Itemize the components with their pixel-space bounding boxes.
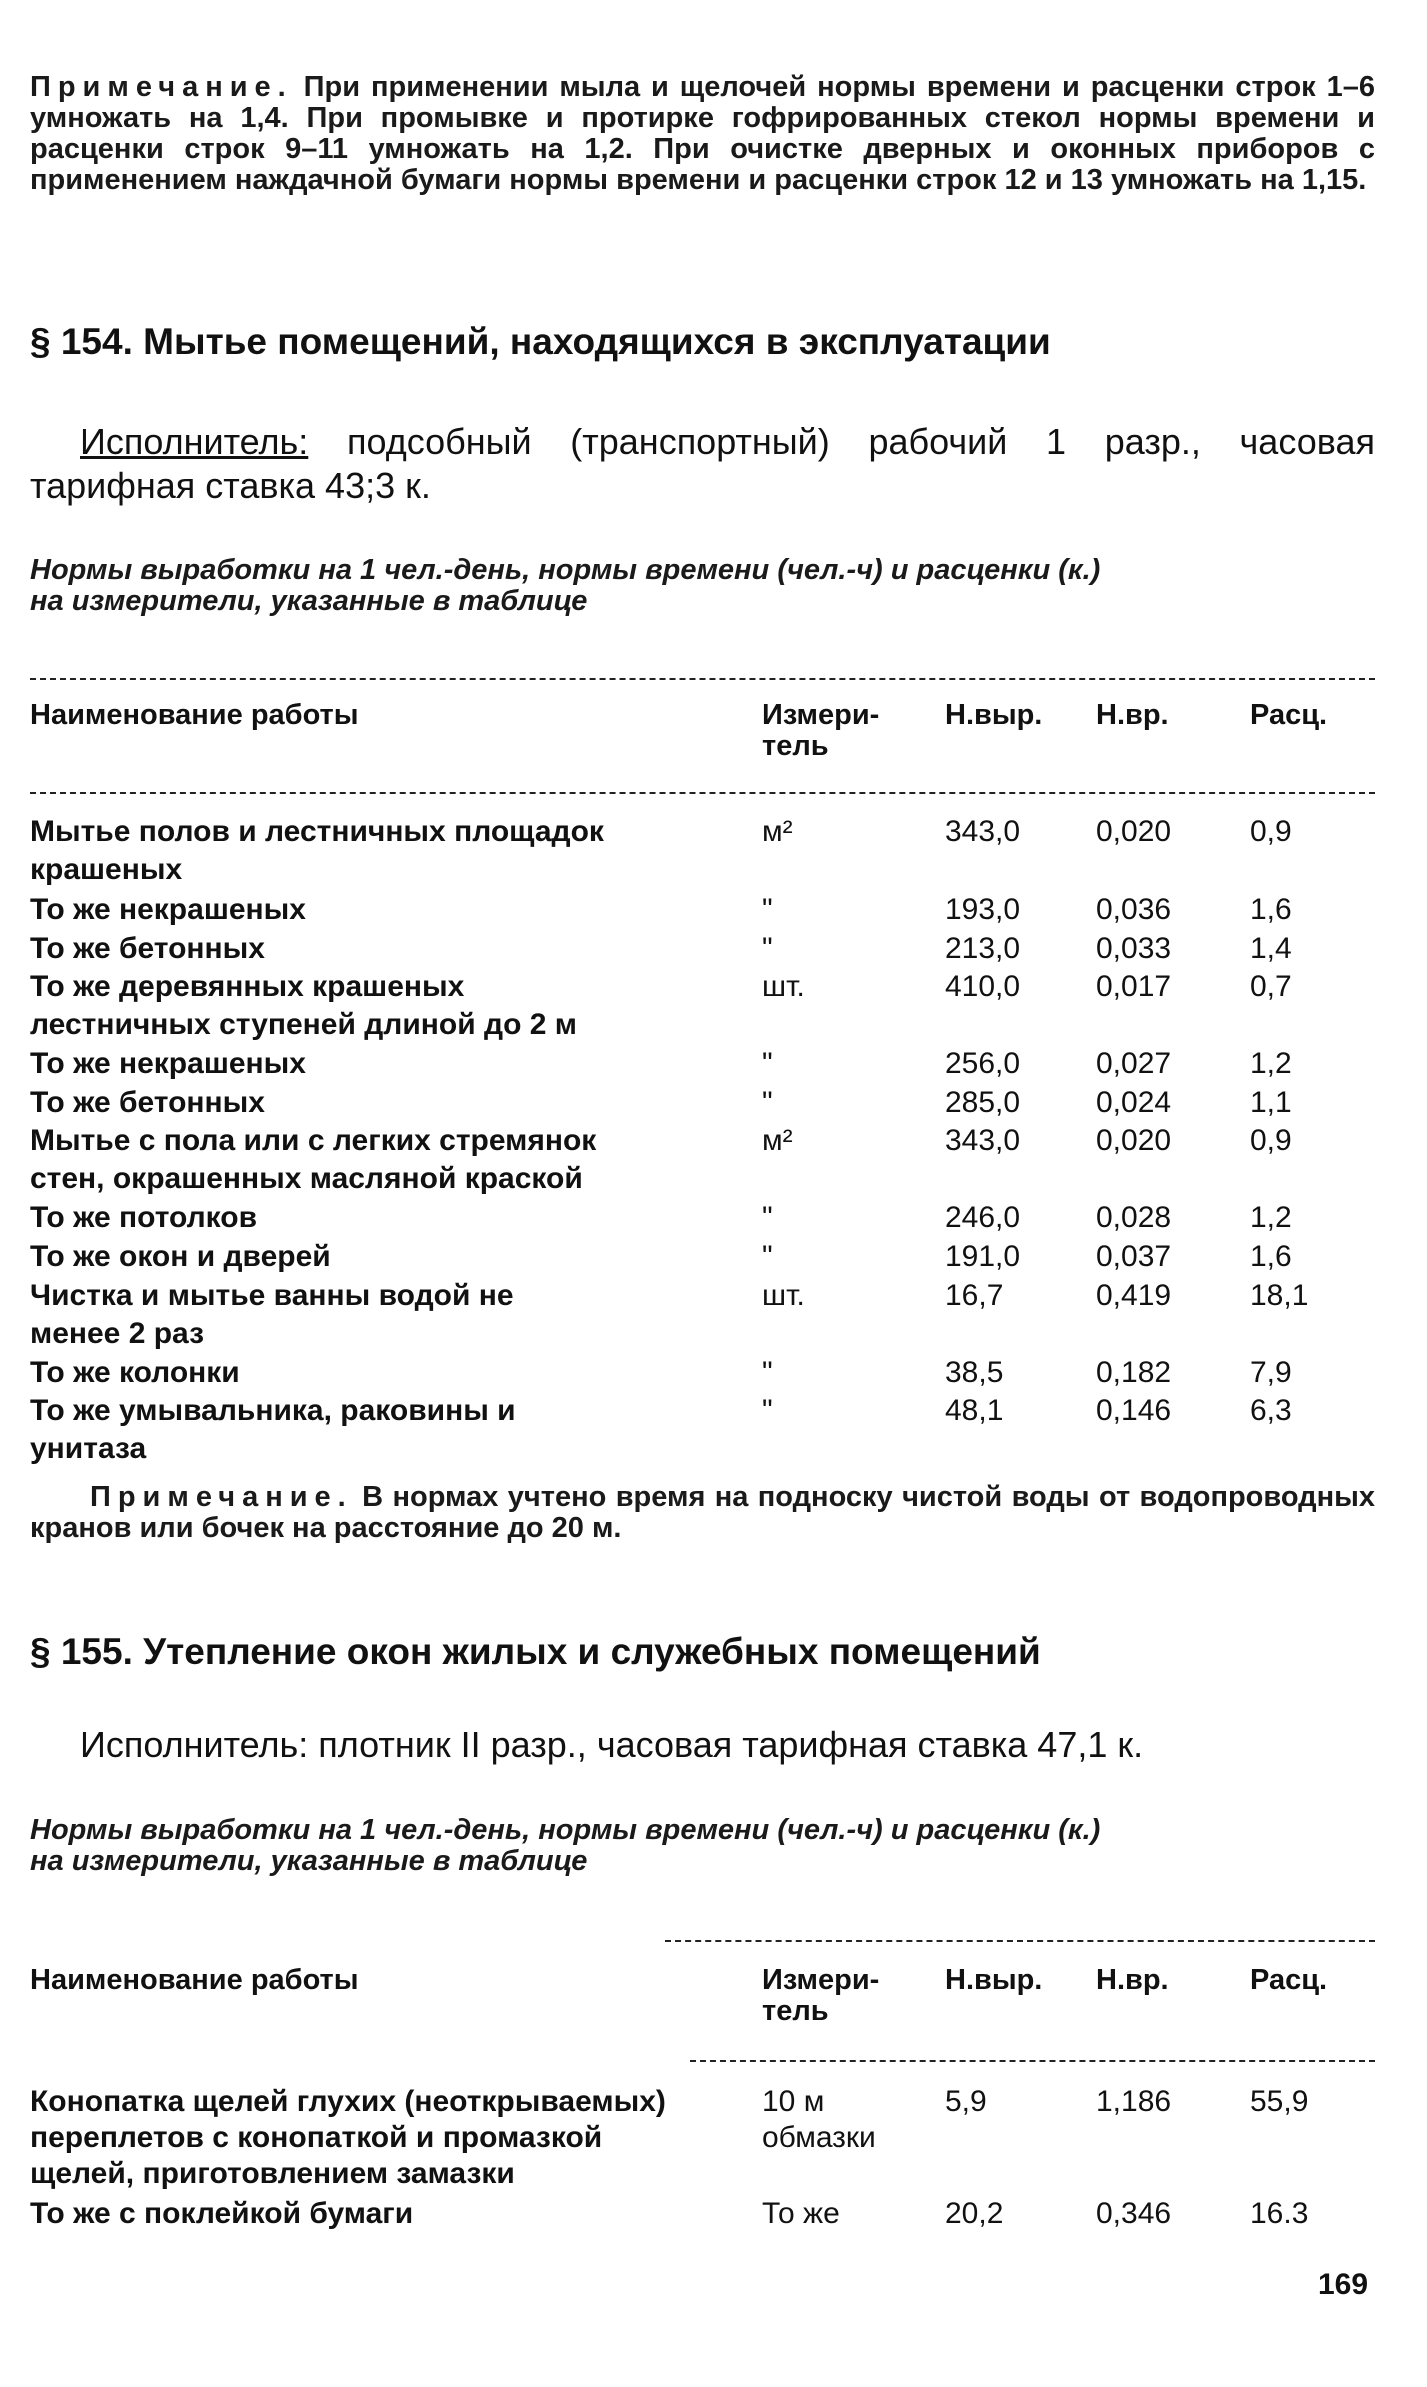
row-name-continued: крашеных — [30, 853, 183, 886]
executor-text: подсобный (транспортный) рабочий 1 разр., часовая тарифная ставка 43;3 к. — [30, 421, 1375, 506]
row-name: То же с поклейкой бумаги — [30, 2197, 414, 2230]
row-unit: " — [762, 1201, 773, 1234]
header-155-nvr: Н.вр. — [1096, 1964, 1169, 1996]
table-154-top-rule — [30, 678, 1375, 680]
header-unit-line-2: тель — [762, 730, 829, 762]
row-nvr: 0,024 — [1096, 1086, 1172, 1119]
caption-line-2: на измерители, указанные в таблице — [30, 585, 588, 617]
section-154-note — [30, 1482, 1375, 1544]
header-155-rasc: Расц. — [1250, 1964, 1328, 1996]
header-name: Наименование работы — [30, 699, 359, 731]
row-rasc: 0,9 — [1250, 815, 1292, 848]
row-rasc: 1,6 — [1250, 893, 1292, 926]
row-unit: 10 м — [762, 2085, 825, 2118]
row-unit-continued: обмазки — [762, 2121, 876, 2154]
row-unit: " — [762, 1086, 773, 1119]
row-nvyr: 38,5 — [945, 1356, 1004, 1389]
row-rasc: 18,1 — [1250, 1279, 1309, 1312]
row-nvyr: 48,1 — [945, 1394, 1004, 1427]
row-rasc: 1,6 — [1250, 1240, 1292, 1273]
row-rasc: 16.3 — [1250, 2197, 1309, 2230]
top-note-label: Примечание. — [30, 71, 293, 103]
executor-label: Исполнитель: — [80, 421, 309, 462]
row-name: Конопатка щелей глухих (неоткрываемых) — [30, 2085, 666, 2118]
row-unit: " — [762, 893, 773, 926]
row-rasc: 1,2 — [1250, 1047, 1292, 1080]
row-nvyr: 410,0 — [945, 970, 1021, 1003]
row-name-continued-2: щелей, приготовлением замазки — [30, 2157, 515, 2190]
row-nvyr: 20,2 — [945, 2197, 1004, 2230]
header-nvr: Н.вр. — [1096, 699, 1169, 731]
row-rasc: 1,4 — [1250, 932, 1292, 965]
row-name: Мытье полов и лестничных площадок — [30, 815, 604, 848]
row-nvr: 0,033 — [1096, 932, 1172, 965]
row-rasc: 1,1 — [1250, 1086, 1292, 1119]
row-name-continued: лестничных ступеней длиной до 2 м — [30, 1008, 577, 1041]
row-unit: " — [762, 1047, 773, 1080]
row-nvr: 1,186 — [1096, 2085, 1172, 2118]
row-nvr: 0,027 — [1096, 1047, 1172, 1080]
table-155-header-rule — [690, 2060, 1375, 2062]
row-rasc: 1,2 — [1250, 1201, 1292, 1234]
section-155-heading: § 155. Утепление окон жилых и служебных помещений — [30, 1631, 1041, 1672]
table-155-top-rule — [665, 1940, 1375, 1942]
row-name: Чистка и мытье ванны водой не — [30, 1279, 514, 1312]
row-nvr: 0,020 — [1096, 815, 1172, 848]
row-name-continued: унитаза — [30, 1432, 147, 1465]
header-rasc: Расц. — [1250, 699, 1328, 731]
row-nvr: 0,036 — [1096, 893, 1172, 926]
header-155-name: Наименование работы — [30, 1964, 359, 1996]
table-154-header-rule — [30, 792, 1375, 794]
header-155-unit-line-1: Измери- — [762, 1964, 880, 1996]
row-name: То же некрашеных — [30, 893, 306, 926]
row-nvyr: 213,0 — [945, 932, 1021, 965]
row-unit: " — [762, 1356, 773, 1389]
header-unit-line-1: Измери- — [762, 699, 880, 731]
header-155-nvyr: Н.выр. — [945, 1964, 1043, 1996]
note-154-text: В нормах учтено время на подноску чистой воды от водопроводных кранов или бочек на расстояние до 20 м. — [30, 1481, 1375, 1544]
row-unit: шт. — [762, 1279, 805, 1312]
row-unit: То же — [762, 2197, 840, 2230]
row-name: То же потолков — [30, 1201, 258, 1234]
row-nvr: 0,020 — [1096, 1124, 1172, 1157]
row-nvr: 0,419 — [1096, 1279, 1172, 1312]
caption-line-1: Нормы выработки на 1 чел.-день, нормы времени (чел.-ч) и расценки (к.) — [30, 554, 1101, 586]
row-name: То же умывальника, раковины и — [30, 1394, 516, 1427]
row-nvr: 0,346 — [1096, 2197, 1172, 2230]
row-name: То же окон и дверей — [30, 1240, 331, 1273]
row-rasc: 6,3 — [1250, 1394, 1292, 1427]
header-nvyr: Н.выр. — [945, 699, 1043, 731]
row-nvr: 0,028 — [1096, 1201, 1172, 1234]
row-name: То же бетонных — [30, 1086, 265, 1119]
row-unit: м² — [762, 1124, 793, 1157]
row-name: Мытье с пола или с легких стремянок — [30, 1124, 597, 1157]
row-unit: " — [762, 1240, 773, 1273]
row-name: То же колонки — [30, 1356, 240, 1389]
row-name: То же некрашеных — [30, 1047, 306, 1080]
row-rasc: 0,9 — [1250, 1124, 1292, 1157]
row-unit: м² — [762, 815, 793, 848]
header-unit — [762, 700, 879, 762]
top-note-text: При применении мыла и щелочей нормы времени и расценки строк 1–6 умножать на 1,4. При промывке и протирке гофрированных стекол нормы времени и расценки строк 9–11 умножать на 1,2. При очистке дверных и оконных приборов с применением наждачной бумаги нормы времени и расценки строк 12 и 13 умножать на 1,15. — [30, 71, 1375, 196]
section-154-caption — [30, 555, 1375, 617]
row-name: То же бетонных — [30, 932, 265, 965]
row-nvyr: 191,0 — [945, 1240, 1021, 1273]
row-nvyr: 246,0 — [945, 1201, 1021, 1234]
row-nvyr: 193,0 — [945, 893, 1021, 926]
row-nvyr: 16,7 — [945, 1279, 1004, 1312]
section-155-caption — [30, 1815, 1375, 1877]
row-nvyr: 285,0 — [945, 1086, 1021, 1119]
row-name: То же деревянных крашеных — [30, 970, 465, 1003]
row-nvr: 0,037 — [1096, 1240, 1172, 1273]
note-154-label: Примечание. — [90, 1481, 353, 1513]
header-155-unit — [762, 1965, 879, 2027]
top-note — [30, 72, 1375, 196]
row-rasc: 55,9 — [1250, 2085, 1309, 2118]
row-name-continued: стен, окрашенных масляной краской — [30, 1162, 583, 1195]
row-unit: шт. — [762, 970, 805, 1003]
row-rasc: 7,9 — [1250, 1356, 1292, 1389]
row-nvyr: 343,0 — [945, 1124, 1021, 1157]
section-154-executor — [30, 420, 1375, 508]
row-rasc: 0,7 — [1250, 970, 1292, 1003]
row-nvr: 0,182 — [1096, 1356, 1172, 1389]
section-155-executor: Исполнитель: плотник II разр., часовая тарифная ставка 47,1 к. — [80, 1724, 1144, 1765]
row-nvyr: 5,9 — [945, 2085, 987, 2118]
row-name-continued: переплетов с конопаткой и промазкой — [30, 2121, 603, 2154]
page-number: 169 — [1318, 2268, 1369, 2301]
row-name-continued: менее 2 раз — [30, 1317, 205, 1350]
row-nvr: 0,017 — [1096, 970, 1172, 1003]
section-154-heading: § 154. Мытье помещений, находящихся в эксплуатации — [30, 321, 1051, 362]
row-unit: " — [762, 932, 773, 965]
row-nvr: 0,146 — [1096, 1394, 1172, 1427]
caption-155-line-1: Нормы выработки на 1 чел.-день, нормы времени (чел.-ч) и расценки (к.) — [30, 1814, 1101, 1846]
row-nvyr: 343,0 — [945, 815, 1021, 848]
header-155-unit-line-2: тель — [762, 1995, 829, 2027]
row-nvyr: 256,0 — [945, 1047, 1021, 1080]
caption-155-line-2: на измерители, указанные в таблице — [30, 1845, 588, 1877]
row-unit: " — [762, 1394, 773, 1427]
